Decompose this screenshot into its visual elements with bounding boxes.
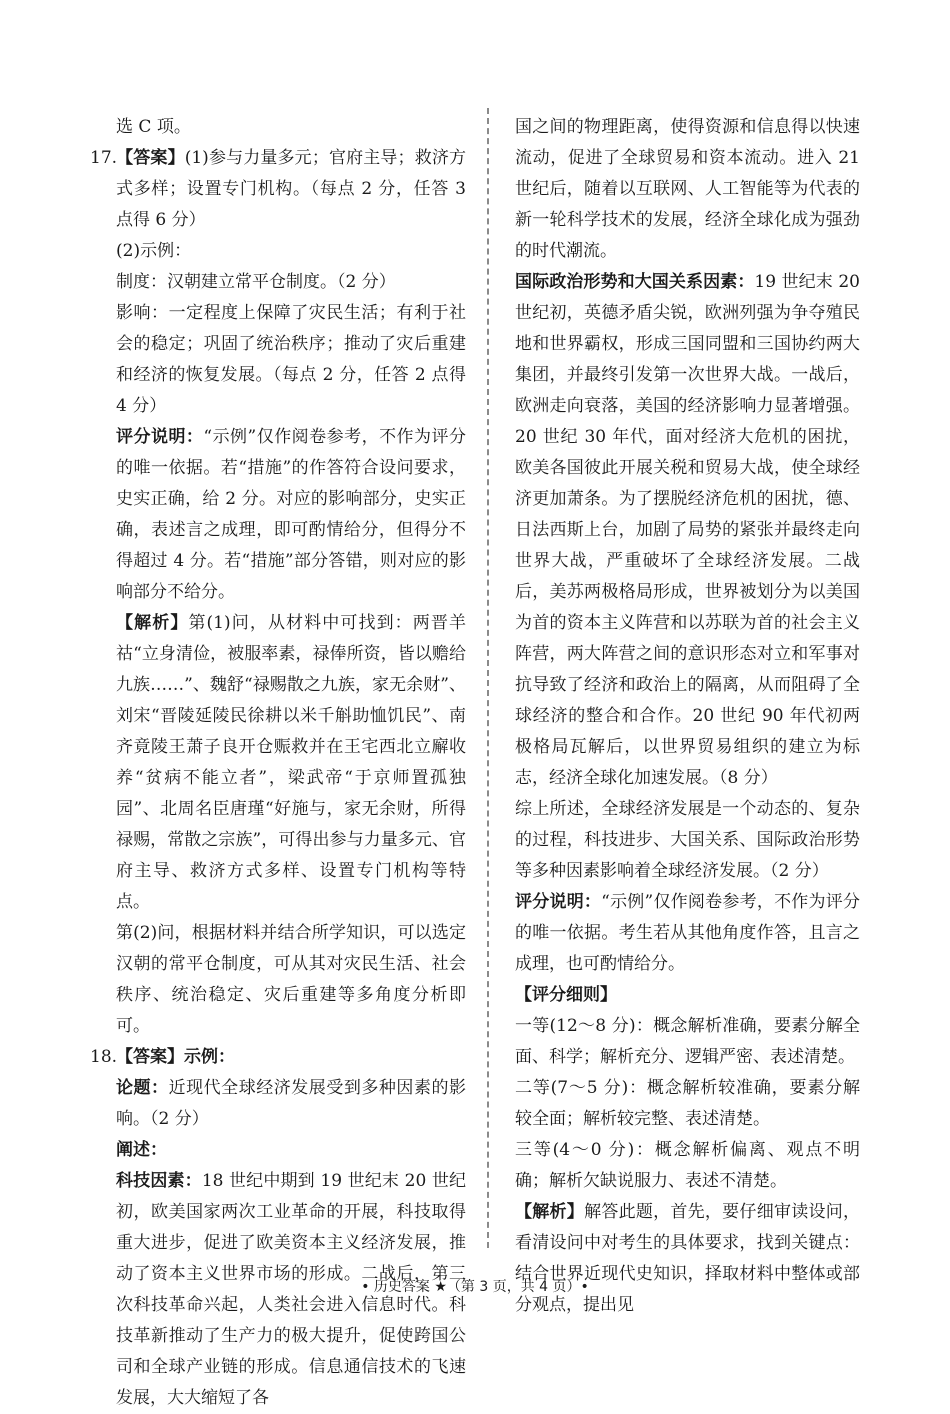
q18-scoring-text: “示例”仅作阅卷参考，不作为评分的唯一依据。考生若从其他角度作答，且言之成理，也可酌情给分。 bbox=[515, 892, 860, 974]
rubric-tier-2: 二等(7～5 分)：概念解析较准确，要素分解较全面；解析较完整、表述清楚。 bbox=[515, 1078, 860, 1129]
summary: 综上所述，全球经济发展是一个动态的、复杂的过程，科技进步、大国关系、国际政治形势等多种因素影响着全球经济发展。（2 分） bbox=[515, 799, 860, 881]
q17-scoring-note bbox=[90, 422, 466, 608]
prev-answer-tail: 选 C 项。 bbox=[116, 117, 191, 137]
intl-factor-label: 国际政治形势和大国关系因素： bbox=[515, 272, 755, 292]
q17-scoring-label: 评分说明： bbox=[116, 427, 204, 447]
intl-factor bbox=[515, 267, 860, 794]
q17-analysis-1 bbox=[90, 608, 466, 918]
q17-answer-text: (1)参与力量多元；官府主导；救济方式多样；设置专门机构。（每点 2 分，任答 3 点得 6 分） bbox=[116, 148, 466, 230]
q18-answer-tag: 【答案】 bbox=[116, 1047, 184, 1067]
q18-answer bbox=[90, 1042, 466, 1073]
q18-thesis-label: 论题： bbox=[116, 1078, 169, 1098]
q18-tech-label: 科技因素： bbox=[116, 1171, 202, 1191]
q17-system: 制度：汉朝建立常平仓制度。（2 分） bbox=[116, 272, 396, 292]
q18-analysis-text: 解答此题，首先，要仔细审读设问，看清设问中对考生的具体要求，找到关键点：结合世界近现代史知识，择取材料中整体或部分观点，提出见 bbox=[515, 1202, 861, 1315]
q18-thesis bbox=[90, 1073, 466, 1135]
q17-answer-tag: 【答案】 bbox=[116, 148, 185, 168]
q17-analysis-2: 第(2)问，根据材料并结合所学知识，可以选定汉朝的常平仓制度，可从其对灾民生活、社会秩序、统治稳定、灾后重建等多角度分析即可。 bbox=[116, 923, 466, 1036]
q18-scoring-note bbox=[515, 887, 860, 980]
column-divider bbox=[487, 108, 489, 1248]
q18-argument-label: 阐述： bbox=[116, 1140, 167, 1160]
q18-answer-text: 示例： bbox=[184, 1047, 235, 1067]
q17-impact: 影响：一定程度上保障了灾民生活；有利于社会的稳定；巩固了统治秩序；推动了灾后重建和经济的恢复发展。（每点 2 分，任答 2 点得 4 分） bbox=[116, 303, 466, 416]
rubric-tier-3: 三等(4～0 分)：概念解析偏离、观点不明确；解析欠缺说服力、表述不清楚。 bbox=[515, 1140, 860, 1191]
q17-scoring-text: “示例”仅作阅卷参考，不作为评分的唯一依据。若“措施”的作答符合设问要求，史实正确，给 2 分。对应的影响部分，史实正确，表述言之成理，即可酌情给分，但得分不得超过 4 分。若“措施”部分答错，则对应的影响部分不给分。 bbox=[116, 427, 466, 602]
q17-answer bbox=[90, 143, 466, 236]
rubric-tier-1: 一等(12～8 分)：概念解析准确，要素分解全面、科学；解析充分、逻辑严密、表述清楚。 bbox=[515, 1016, 860, 1067]
q18-analysis-tag: 【解析】 bbox=[515, 1202, 585, 1222]
q17-part2-head: (2)示例： bbox=[116, 241, 192, 261]
q18-thesis-text: 近现代全球经济发展受到多种因素的影响。（2 分） bbox=[116, 1078, 467, 1129]
q18-tech-text: 18 世纪中期到 19 世纪末 20 世纪初，欧美国家两次工业革命的开展，科技取得重大进步，促进了欧美资本主义经济发展，推动了资本主义世界市场的形成。二战后，第三次科技革命兴起，人类社会进入信息时代。科技革新推动了生产力的极大提升，促使跨国公司和全球产业链的形成。信息通信技术的飞速发展，大大缩短了各 bbox=[116, 1171, 466, 1408]
q18-scoring-label: 评分说明： bbox=[515, 892, 602, 912]
tech-factor-continued: 国之间的物理距离，使得资源和信息得以快速流动，促进了全球贸易和资本流动。进入 21 世纪后，随着以互联网、人工智能等为代表的新一轮科学技术的发展，经济全球化成为强劲的时代潮流。 bbox=[515, 117, 860, 261]
q17-analysis-text-1: 第(1)问，从材料中可找到：两晋羊祜“立身清俭，被服率素，禄俸所资，皆以赡给九族……”、魏舒“禄赐散之九族，家无余财”、刘宋“晋陵延陵民徐耕以米千斛助恤饥民”、南齐竟陵王萧子良开仓赈救并在王宅西北立廨收养“贫病不能立者”，梁武帝“于京师置孤独园”、北周名臣唐瑾“好施与，家无余财，所得禄赐，常散之宗族”，可得出参与力量多元、官府主导、救济方式多样、设置专门机构等特点。 bbox=[116, 613, 467, 912]
page-footer: • 历史答案 ★（第 3 页，共 4 页）• bbox=[361, 1279, 589, 1295]
q17-analysis-tag: 【解析】 bbox=[116, 613, 189, 633]
q18-analysis bbox=[515, 1197, 860, 1321]
left-column bbox=[90, 112, 466, 1414]
q18-number: 18. bbox=[90, 1047, 118, 1067]
right-column bbox=[515, 112, 860, 1321]
intl-factor-text: 19 世纪末 20 世纪初，英德矛盾尖锐，欧洲列强为争夺殖民地和世界霸权，形成三国同盟和三国协约两大集团，并最终引发第一次世界大战。一战后，欧洲走向衰落，美国的经济影响力显著增强。20 世纪 30 年代，面对经济大危机的困扰，欧美各国彼此开展关税和贸易大战，使全球经济更加萧条。为了摆脱经济危机的困扰，德、日法西斯上台，加剧了局势的紧张并最终走向世界大战，严重破坏了全球经济发展。二战后，美苏两极格局形成，世界被划分为以美国为首的资本主义阵营和以苏联为首的社会主义阵营，两大阵营之间的意识形态对立和军事对抗导致了经济和政治上的隔离，从而阻碍了全球经济的整合和合作。20 世纪 90 年代初两极格局瓦解后，以世界贸易组织的建立为标志，经济全球化加速发展。（8 分） bbox=[515, 272, 860, 788]
q17-number: 17. bbox=[90, 148, 118, 168]
rubric-title: 【评分细则】 bbox=[515, 985, 617, 1005]
